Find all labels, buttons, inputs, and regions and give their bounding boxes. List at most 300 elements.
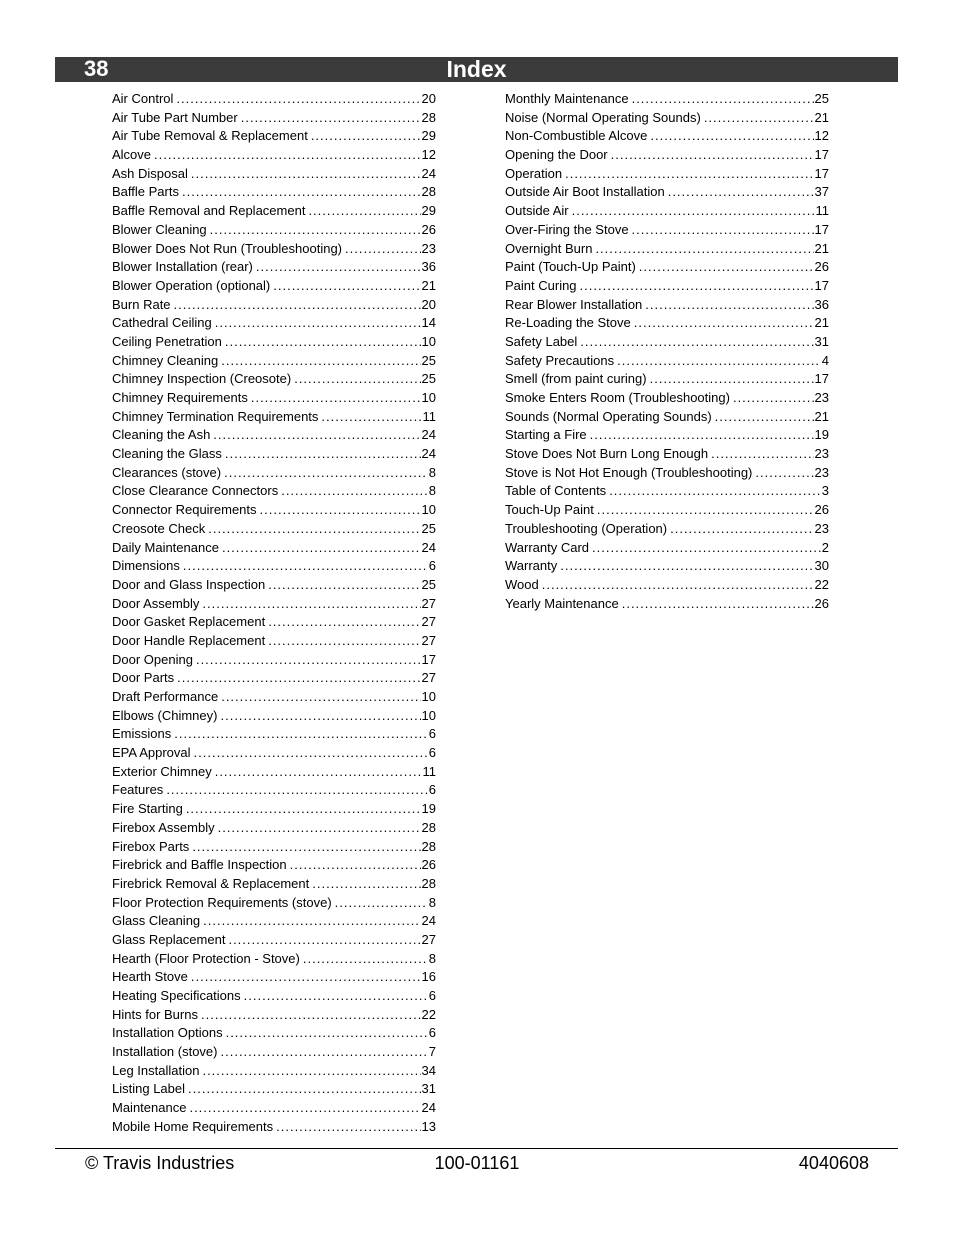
- index-entry: [112, 781, 436, 800]
- dot-leader: [221, 1043, 428, 1062]
- dot-leader: [166, 781, 427, 800]
- index-entry: [505, 202, 829, 221]
- header-bar: [55, 57, 898, 82]
- dot-leader: [311, 127, 421, 146]
- dot-leader: [704, 109, 814, 128]
- index-entry-page: 25: [421, 371, 436, 387]
- dot-leader: [617, 352, 821, 371]
- index-entry-topic: Emissions: [112, 726, 172, 742]
- index-entry: [112, 688, 436, 707]
- index-entry: [112, 183, 436, 202]
- index-entry-page: 17: [814, 221, 829, 237]
- index-entry: [112, 296, 436, 315]
- index-entry-page: 25: [814, 91, 829, 106]
- dot-leader: [154, 146, 421, 165]
- dot-leader: [260, 501, 421, 520]
- dot-leader: [208, 520, 420, 539]
- index-entry-page: 27: [421, 614, 436, 630]
- index-entry-topic: Blower Does Not Run (Troubleshooting): [112, 240, 343, 256]
- index-entry-topic: Rear Blower Installation: [505, 296, 643, 312]
- index-entry: [112, 1024, 436, 1043]
- index-entry-topic: Noise (Normal Operating Sounds): [505, 109, 701, 125]
- index-entry: [505, 296, 829, 315]
- dot-leader: [188, 1080, 421, 1099]
- index-entry-topic: Leg Installation: [112, 1062, 200, 1078]
- index-column-left: [112, 90, 436, 1137]
- index-entry-topic: Alcove: [112, 147, 152, 163]
- index-entry-topic: Safety Label: [505, 333, 578, 349]
- index-entry-topic: Creosote Check: [112, 520, 206, 536]
- index-entry: [112, 651, 436, 670]
- page-number: 38: [84, 56, 109, 81]
- index-entry: [505, 576, 829, 595]
- index-entry: [112, 501, 436, 520]
- index-entry-topic: Stove Does Not Burn Long Enough: [505, 446, 709, 462]
- index-entry: [112, 127, 436, 146]
- dot-leader: [273, 277, 420, 296]
- dot-leader: [202, 595, 420, 614]
- index-entry: [505, 183, 829, 202]
- index-entry-page: 28: [421, 838, 436, 854]
- index-entry: [112, 408, 436, 427]
- index-entry: [505, 352, 829, 371]
- index-entry-topic: Fire Starting: [112, 801, 183, 817]
- index-entry: [112, 744, 436, 763]
- index-entry-page: 11: [815, 203, 829, 219]
- dot-leader: [595, 240, 813, 259]
- index-entry-page: 14: [421, 315, 436, 331]
- index-entry-topic: Hearth Stove: [112, 969, 188, 985]
- index-entry-page: 26: [814, 259, 829, 275]
- index-entry-page: 11: [422, 763, 436, 779]
- index-entry: [505, 370, 829, 389]
- index-entry-topic: Non-Combustible Alcove: [505, 128, 648, 144]
- index-entry-page: 24: [421, 427, 436, 443]
- index-entry-page: 24: [421, 446, 436, 462]
- index-entry: [112, 90, 436, 109]
- dot-leader: [303, 950, 428, 969]
- index-entry-page: 25: [421, 576, 436, 592]
- dot-leader: [215, 314, 421, 333]
- dot-leader: [650, 370, 814, 389]
- index-entry-page: 24: [421, 1100, 436, 1116]
- index-entry-page: 23: [814, 520, 829, 536]
- index-entry-page: 10: [421, 390, 436, 405]
- dot-leader: [670, 520, 813, 539]
- dot-leader: [572, 202, 815, 221]
- dot-leader: [650, 127, 813, 146]
- dot-leader: [312, 875, 420, 894]
- index-entry-topic: Re-Loading the Stove: [505, 315, 631, 331]
- dot-leader: [268, 576, 420, 595]
- index-entry-topic: Opening the Door: [505, 147, 608, 163]
- index-entry: [112, 240, 436, 259]
- dot-leader: [191, 968, 421, 987]
- index-entry-topic: Paint Curing: [505, 277, 577, 293]
- index-entry-page: 26: [814, 502, 829, 518]
- index-entry: [505, 240, 829, 259]
- index-entry-topic: Sounds (Normal Operating Sounds): [505, 408, 712, 424]
- dot-leader: [182, 183, 421, 202]
- index-entry-page: 19: [421, 801, 436, 817]
- index-entry: [112, 819, 436, 838]
- index-entry: [112, 894, 436, 913]
- index-entry-page: 10: [421, 689, 436, 704]
- dot-leader: [290, 856, 421, 875]
- index-entry: [112, 931, 436, 950]
- index-entry: [112, 146, 436, 165]
- index-entry-topic: Touch-Up Paint: [505, 502, 594, 518]
- index-entry: [112, 763, 436, 782]
- index-entry: [505, 109, 829, 128]
- index-entry-page: 12: [814, 128, 829, 144]
- index-entry: [112, 1118, 436, 1137]
- index-entry-page: 19: [814, 427, 829, 443]
- index-entry-page: 11: [422, 408, 436, 424]
- index-entry-topic: Smell (from paint curing): [505, 371, 647, 387]
- index-entry-page: 8: [428, 894, 436, 910]
- index-entry-page: 23: [814, 446, 829, 462]
- index-entry-page: 28: [421, 109, 436, 125]
- index-entry: [505, 501, 829, 520]
- index-entry-topic: Installation (stove): [112, 1044, 218, 1060]
- index-entry-topic: Daily Maintenance: [112, 539, 219, 555]
- index-entry: [112, 838, 436, 857]
- index-entry-topic: Blower Installation (rear): [112, 259, 253, 275]
- index-entry-page: 24: [421, 913, 436, 929]
- index-entry-topic: Ash Disposal: [112, 165, 188, 181]
- dot-leader: [711, 445, 813, 464]
- index-entry: [505, 127, 829, 146]
- index-entry: [112, 856, 436, 875]
- dot-leader: [609, 482, 821, 501]
- dot-leader: [308, 202, 420, 221]
- index-entry-topic: Baffle Parts: [112, 184, 179, 200]
- index-entry-page: 26: [421, 221, 436, 237]
- index-entry-page: 20: [421, 296, 436, 312]
- index-entry-page: 23: [814, 464, 829, 480]
- index-entry: [112, 875, 436, 894]
- index-entry-page: 21: [421, 277, 436, 293]
- index-entry: [505, 333, 829, 352]
- dot-leader: [632, 90, 814, 109]
- index-entry-page: 34: [421, 1062, 436, 1078]
- index-entry: [112, 352, 436, 371]
- index-entry-page: 13: [421, 1118, 436, 1134]
- dot-leader: [202, 1062, 420, 1081]
- index-entry-topic: Burn Rate: [112, 296, 171, 312]
- index-entry-topic: Hints for Burns: [112, 1006, 198, 1022]
- index-entry-topic: Floor Protection Requirements (stove): [112, 894, 332, 910]
- index-entry-page: 16: [421, 969, 436, 985]
- index-entry: [112, 389, 436, 408]
- index-entry-topic: Cathedral Ceiling: [112, 315, 212, 331]
- index-entry: [112, 370, 436, 389]
- index-entry-page: 22: [421, 1006, 436, 1022]
- index-entry-topic: Hearth (Floor Protection - Stove): [112, 950, 300, 966]
- dot-leader: [592, 539, 821, 558]
- dot-leader: [183, 557, 428, 576]
- index-entry: [505, 426, 829, 445]
- index-entry-page: 24: [421, 539, 436, 555]
- index-entry-topic: Elbows (Chimney): [112, 707, 218, 723]
- dot-leader: [645, 296, 813, 315]
- index-entry: [505, 408, 829, 427]
- index-entry-page: 21: [814, 109, 829, 125]
- index-entry: [112, 277, 436, 296]
- dot-leader: [580, 277, 814, 296]
- index-entry-topic: Door Gasket Replacement: [112, 614, 266, 630]
- index-entry-page: 28: [421, 184, 436, 200]
- index-entry-page: 28: [421, 875, 436, 891]
- dot-leader: [191, 165, 421, 184]
- dot-leader: [611, 146, 814, 165]
- index-entry-page: 17: [421, 651, 436, 667]
- dot-leader: [194, 744, 428, 763]
- index-entry-topic: Dimensions: [112, 558, 180, 574]
- index-entry-page: 7: [428, 1044, 436, 1060]
- index-entry-topic: Exterior Chimney: [112, 763, 212, 779]
- index-entry-topic: Door Assembly: [112, 595, 200, 611]
- index-entry-page: 27: [421, 931, 436, 947]
- dot-leader: [256, 258, 421, 277]
- index-entry-page: 17: [814, 277, 829, 293]
- dot-leader: [225, 333, 421, 352]
- dot-leader: [203, 912, 420, 931]
- index-entry: [505, 90, 829, 109]
- index-entry-topic: Overnight Burn: [505, 240, 593, 256]
- index-entry: [112, 221, 436, 240]
- index-entry: [112, 613, 436, 632]
- index-entry-topic: Door Parts: [112, 670, 175, 686]
- dot-leader: [268, 613, 420, 632]
- index-entry: [505, 221, 829, 240]
- index-entry-topic: Outside Air Boot Installation: [505, 184, 665, 200]
- dot-leader: [580, 333, 813, 352]
- index-entry: [505, 146, 829, 165]
- index-entry: [505, 539, 829, 558]
- index-entry-topic: Chimney Requirements: [112, 390, 248, 405]
- dot-leader: [622, 595, 814, 614]
- dot-leader: [755, 464, 813, 483]
- dot-leader: [321, 408, 421, 427]
- index-entry-page: 21: [814, 408, 829, 424]
- index-entry-page: 27: [421, 632, 436, 648]
- index-entry-topic: Air Tube Part Number: [112, 109, 238, 125]
- dot-leader: [189, 1099, 420, 1118]
- index-entry: [505, 314, 829, 333]
- index-entry-topic: Blower Cleaning: [112, 221, 207, 237]
- index-entry-page: 26: [814, 595, 829, 611]
- dot-leader: [186, 800, 421, 819]
- index-entry-topic: Baffle Removal and Replacement: [112, 203, 306, 219]
- dot-leader: [560, 557, 813, 576]
- index-entry-topic: Chimney Cleaning: [112, 352, 219, 368]
- footer-company: © Travis Industries: [85, 1153, 235, 1173]
- dot-leader: [174, 296, 421, 315]
- dot-leader: [268, 632, 420, 651]
- dot-leader: [639, 258, 814, 277]
- index-entry-topic: Listing Label: [112, 1081, 185, 1097]
- index-entry-page: 31: [421, 1081, 436, 1097]
- index-entry: [505, 557, 829, 576]
- index-entry-page: 2: [821, 539, 829, 555]
- index-entry-topic: Door Handle Replacement: [112, 632, 266, 648]
- index-entry: [112, 482, 436, 501]
- dot-leader: [542, 576, 814, 595]
- index-entry-topic: Paint (Touch-Up Paint): [505, 259, 636, 275]
- dot-leader: [192, 838, 420, 857]
- index-entry-topic: Over-Firing the Stove: [505, 221, 629, 237]
- dot-leader: [345, 240, 421, 259]
- dot-leader: [222, 539, 421, 558]
- index-entry-topic: Features: [112, 782, 164, 798]
- dot-leader: [733, 389, 814, 408]
- index-entry-topic: Clearances (stove): [112, 464, 222, 480]
- index-entry: [505, 389, 829, 408]
- index-entry: [112, 1062, 436, 1081]
- index-entry: [112, 520, 436, 539]
- dot-leader: [294, 370, 420, 389]
- index-entry: [505, 165, 829, 184]
- index-entry-topic: Table of Contents: [505, 483, 607, 499]
- index-entry: [112, 1006, 436, 1025]
- index-entry-topic: Close Clearance Connectors: [112, 483, 279, 499]
- index-entry: [112, 595, 436, 614]
- dot-leader: [281, 482, 428, 501]
- index-entry: [112, 950, 436, 969]
- index-entry-topic: Chimney Inspection (Creosote): [112, 371, 292, 387]
- dot-leader: [224, 464, 428, 483]
- index-entry-page: 6: [428, 745, 436, 761]
- index-entry-page: 31: [814, 333, 829, 349]
- index-entry-topic: Air Tube Removal & Replacement: [112, 128, 308, 144]
- index-entry: [112, 314, 436, 333]
- index-entry-page: 6: [428, 726, 436, 742]
- index-entry-page: 3: [821, 483, 829, 499]
- index-entry-topic: Ceiling Penetration: [112, 333, 222, 349]
- index-entry: [112, 1099, 436, 1118]
- index-entry: [112, 539, 436, 558]
- index-entry-page: 36: [814, 296, 829, 312]
- index-entry-page: 4: [821, 352, 829, 368]
- index-entry-topic: Mobile Home Requirements: [112, 1118, 274, 1134]
- index-entry-page: 24: [421, 165, 436, 181]
- index-entry-page: 29: [421, 128, 436, 144]
- index-entry-page: 8: [428, 950, 436, 966]
- index-entry: [505, 520, 829, 539]
- dot-leader: [251, 389, 421, 408]
- dot-leader: [177, 669, 420, 688]
- index-entry-page: 22: [814, 576, 829, 592]
- index-entry-page: 6: [428, 782, 436, 798]
- index-entry-topic: Safety Precautions: [505, 352, 615, 368]
- dot-leader: [228, 931, 420, 950]
- index-entry-page: 8: [428, 464, 436, 480]
- dot-leader: [225, 445, 421, 464]
- index-entry-topic: Installation Options: [112, 1025, 223, 1041]
- dot-leader: [590, 426, 814, 445]
- index-entry: [112, 707, 436, 726]
- dot-leader: [597, 501, 814, 520]
- dot-leader: [276, 1118, 420, 1137]
- index-entry-topic: Warranty: [505, 558, 558, 574]
- index-entry-page: 21: [814, 240, 829, 256]
- index-entry-page: 23: [421, 240, 436, 256]
- index-entry-topic: Glass Cleaning: [112, 913, 201, 929]
- index-entry-page: 6: [428, 988, 436, 1003]
- index-entry: [505, 464, 829, 483]
- footer-divider: [55, 1148, 898, 1149]
- dot-leader: [632, 221, 814, 240]
- index-entry: [112, 557, 436, 576]
- index-entry-page: 36: [421, 259, 436, 275]
- index-entry: [112, 987, 436, 1006]
- index-entry-page: 29: [421, 203, 436, 219]
- index-entry: [112, 464, 436, 483]
- dot-leader: [220, 707, 420, 726]
- index-entry-topic: Yearly Maintenance: [505, 595, 619, 611]
- index-entry: [112, 426, 436, 445]
- index-entry-page: 17: [814, 371, 829, 387]
- index-entry: [505, 445, 829, 464]
- index-entry-page: 20: [421, 91, 436, 106]
- footer-revision-code: 4040608: [798, 1153, 869, 1173]
- index-entry-page: 17: [814, 147, 829, 163]
- dot-leader: [218, 819, 421, 838]
- index-entry-topic: Blower Operation (optional): [112, 277, 271, 293]
- dot-leader: [565, 165, 813, 184]
- index-entry: [112, 632, 436, 651]
- index-entry-topic: Firebox Assembly: [112, 819, 215, 835]
- index-entry: [112, 165, 436, 184]
- index-entry-page: 25: [421, 520, 436, 536]
- dot-leader: [221, 688, 420, 707]
- index-entry: [112, 800, 436, 819]
- index-entry-topic: Cleaning the Glass: [112, 446, 222, 462]
- index-entry-page: 30: [814, 558, 829, 574]
- index-entry-topic: Firebox Parts: [112, 838, 190, 854]
- index-entry-topic: Firebrick and Baffle Inspection: [112, 857, 287, 873]
- index-entry-topic: Firebrick Removal & Replacement: [112, 875, 310, 891]
- index-entry-page: 28: [421, 819, 436, 835]
- dot-leader: [668, 183, 814, 202]
- index-entry: [112, 576, 436, 595]
- index-entry-page: 10: [421, 333, 436, 349]
- index-entry: [112, 109, 436, 128]
- index-entry-topic: Wood: [505, 576, 539, 592]
- index-entry-topic: Stove is Not Hot Enough (Troubleshooting): [505, 464, 753, 480]
- index-entry-topic: Cleaning the Ash: [112, 427, 211, 443]
- footer-document-number: 100-01161: [434, 1153, 520, 1173]
- index-entry: [505, 482, 829, 501]
- dot-leader: [221, 352, 420, 371]
- index-entry-page: 6: [428, 1025, 436, 1041]
- index-entry-page: 10: [421, 502, 436, 518]
- index-entry: [505, 258, 829, 277]
- dot-leader: [226, 1024, 428, 1043]
- index-entry-topic: Troubleshooting (Operation): [505, 520, 668, 536]
- index-entry-topic: Glass Replacement: [112, 931, 226, 947]
- index-entry-topic: Maintenance: [112, 1100, 187, 1116]
- index-entry-page: 26: [421, 857, 436, 873]
- index-entry-page: 25: [421, 352, 436, 368]
- dot-leader: [215, 763, 422, 782]
- dot-leader: [196, 651, 421, 670]
- index-entry-topic: EPA Approval: [112, 745, 191, 761]
- index-entry-topic: Outside Air: [505, 203, 569, 219]
- index-entry-topic: Air Control: [112, 91, 174, 106]
